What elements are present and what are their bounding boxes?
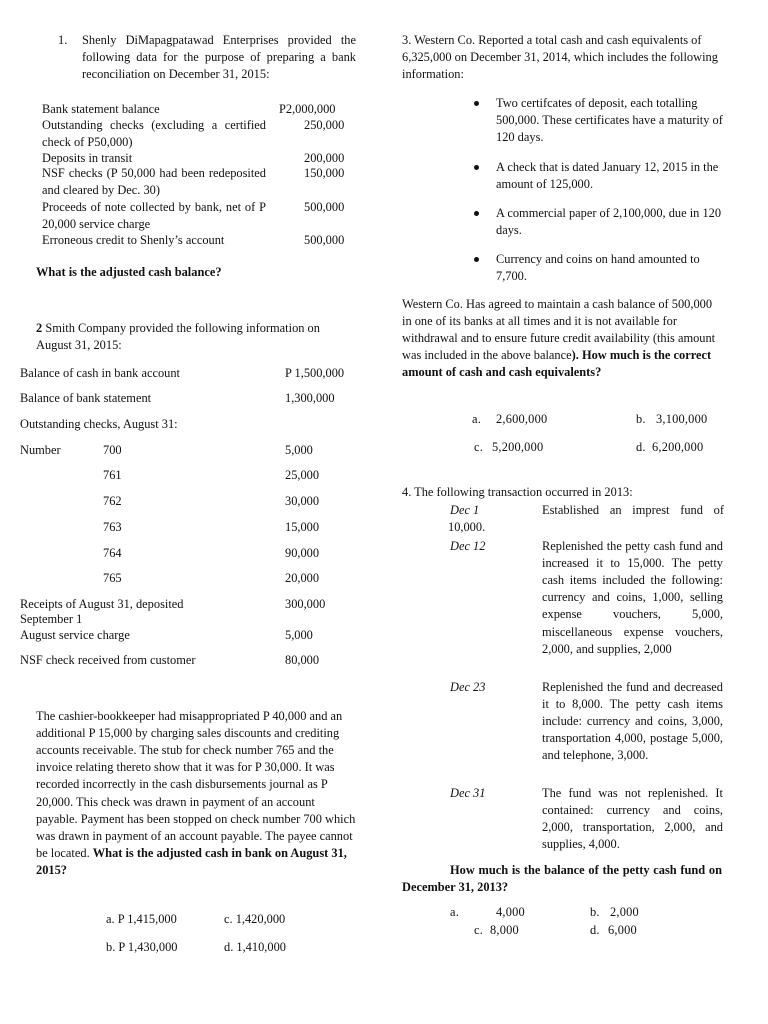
- q4-choice-c[interactable]: 8,000: [490, 923, 519, 937]
- q4-entry-text: Replenished the fund and decreased it to 8,000. The petty cash items include: currency and coins, 3,000, transportation 4,000, postage 5,000, and telephone, 3,000.: [542, 680, 723, 763]
- q4-choice-d[interactable]: 6,000: [608, 923, 637, 937]
- q2-check-number: 700: [103, 443, 122, 457]
- q4-choice-c-letter: c.: [474, 923, 483, 937]
- q2-receipts-label-2: September 1: [20, 612, 83, 626]
- q2-choice-c[interactable]: c. 1,420,000: [224, 912, 286, 926]
- q2-table: [20, 365, 360, 670]
- q2-paragraph-text: The cashier-bookkeeper had misappropriated P 40,000 and an additional P 15,000 by charging sales discounts and crediting accounts receivable. The stub for check number 765 and the invoice relating thereto show that it was for P 30,000. It was recorded incorrectly in the cash disbursements journal as P 20,000. This check was drawn in payment of an account payable. Payment has been stopped on check number 700 which was drawn in payment of an account payable. The payee cannot be located.: [36, 709, 356, 860]
- q2-checks-label: Number: [20, 443, 61, 457]
- q4-entry-date: Dec 1: [450, 503, 480, 517]
- q1-label: Bank statement balance: [42, 102, 160, 116]
- q4-question: How much is the balance of the petty cash fund on December 31, 2013?: [402, 863, 722, 895]
- q4-choice-a[interactable]: 4,000: [496, 905, 525, 919]
- q3-bullet-text: Two certifcates of deposit, each totalling 500,000. These certificates have a maturity of 120 days.: [496, 96, 723, 145]
- q2-check-amount: 5,000: [285, 443, 313, 457]
- q2-label: Balance of cash in bank account: [20, 366, 180, 380]
- bullet-icon: [474, 101, 479, 106]
- q2-check-amount: 90,000: [285, 546, 320, 560]
- q1-row: [42, 101, 352, 118]
- q3-bullet-item: [474, 251, 724, 285]
- q3-choices: [472, 411, 732, 456]
- q1-label: NSF checks (P 50,000 had been redeposited and cleared by Dec. 30): [42, 166, 266, 198]
- q1-table: [42, 101, 357, 251]
- q4-entry-text: The fund was not replenished. It contained: currency and coins, 2,000, transportation, 2,000, and supplies, 4,000.: [542, 786, 723, 852]
- q1-label: Deposits in transit: [42, 151, 133, 165]
- q3-choice-d-letter: d.: [636, 440, 646, 454]
- q3-bullet-text: Currency and coins on hand amounted to 7,700.: [496, 252, 700, 284]
- q4-choice-b-letter: b.: [590, 905, 600, 919]
- q4-entry-date: Dec 23: [450, 680, 486, 694]
- q2-service-amount: 5,000: [285, 628, 313, 642]
- q2-label: Balance of bank statement: [20, 391, 152, 405]
- q2-nsf-label: NSF check received from customer: [20, 653, 196, 667]
- q2-intro: [36, 320, 348, 354]
- q1-amount: 250,000: [304, 118, 345, 132]
- q3-bullet-item: [474, 159, 724, 193]
- bullet-icon: [474, 211, 479, 216]
- q2-receipts-label: Receipts of August 31, deposited: [20, 597, 184, 611]
- q2-receipts-amount: 300,000: [285, 597, 326, 611]
- q3-paragraph-text: Western Co. Has agreed to maintain a cash balance of 500,000 in one of its banks at all times and it is not available for withdrawal and to ensure future credit availability (this amount was included in the above balance: [402, 297, 716, 363]
- q4-entry-text: Established an imprest fund of 10,000.: [448, 503, 724, 535]
- q1-label: Erroneous credit to Shenly’s account: [42, 233, 225, 247]
- q3-choice-b[interactable]: 3,100,000: [656, 412, 708, 426]
- q1-amount: 500,000: [304, 233, 345, 247]
- q3-bullet-text: A commercial paper of 2,100,000, due in 120 days.: [496, 206, 722, 238]
- q2-question: What is the adjusted cash in bank on August 31, 2015?: [36, 845, 347, 877]
- q4-entry-date: Dec 31: [450, 786, 486, 800]
- q2-choice-b[interactable]: b. P 1,430,000: [106, 940, 178, 954]
- q1-amount: 150,000: [304, 166, 345, 180]
- q2-check-number: 763: [103, 520, 122, 534]
- q3-bullet-item: [474, 95, 724, 146]
- q3-choice-c-letter: c.: [474, 440, 483, 454]
- q1-number: 1.: [58, 33, 68, 47]
- q4-choices: [450, 904, 680, 944]
- q2-check-amount: 30,000: [285, 494, 320, 508]
- q2-label: Outstanding checks, August 31:: [20, 417, 178, 431]
- q3-bullet-item: [474, 205, 724, 239]
- q4-entries: [448, 502, 728, 852]
- q3-intro: 3. Western Co. Reported a total cash and cash equivalents of 6,325,000 on December 31, 2014, which includes the following information:: [402, 33, 718, 82]
- q2-intro-text: Smith Company provided the following information on August 31, 2015:: [36, 321, 320, 353]
- q3-choice-c[interactable]: 5,200,000: [492, 440, 544, 454]
- q2-amount: 1,300,000: [285, 391, 335, 405]
- q4-choice-d-letter: d.: [590, 923, 600, 937]
- q2-amount: P 1,500,000: [285, 366, 345, 380]
- q4-choice-b[interactable]: 2,000: [610, 905, 639, 919]
- q2-number: 2: [36, 321, 43, 335]
- q4-entry-date: Dec 12: [450, 539, 486, 553]
- q2-check-number: 761: [103, 468, 122, 482]
- q2-service-label: August service charge: [20, 628, 130, 642]
- q2-check-amount: 15,000: [285, 520, 320, 534]
- q1-amount: 500,000: [304, 200, 345, 214]
- q2-paragraph: [36, 708, 358, 879]
- q2-check-number: 762: [103, 494, 122, 508]
- bullet-icon: [474, 257, 479, 262]
- q1-label: Proceeds of note collected by bank, net of P 20,000 service charge: [42, 200, 266, 232]
- q1-intro: Shenly DiMapagpatawad Enterprises provided the following data for the purpose of preparing a bank reconciliation on December 31, 2015:: [82, 33, 356, 82]
- bullet-icon: [474, 165, 479, 170]
- q2-check-number: 764: [103, 546, 122, 560]
- q2-nsf-amount: 80,000: [285, 653, 320, 667]
- q3-choice-d[interactable]: 6,200,000: [652, 440, 704, 454]
- q4-entry-text: Replenished the petty cash fund and increased it to 15,000. The petty cash items included the following: currency and coins, 1,000, selling expense vouchers, 5,000, miscellaneous expense vouchers, 2,000, and supplies, 2,000: [542, 539, 723, 656]
- q2-choices: [106, 911, 366, 956]
- q2-check-amount: 20,000: [285, 571, 320, 585]
- q3-bullets: [474, 95, 724, 295]
- q1-question: What is the adjusted cash balance?: [36, 265, 222, 279]
- q3-choice-a-letter: a.: [472, 412, 481, 426]
- q4-intro: 4. The following transaction occurred in 2013:: [402, 485, 633, 499]
- q3-question: ). How much is the correct amount of cash and cash equivalents?: [402, 348, 712, 380]
- q1-amount: P2,000,000: [279, 102, 336, 116]
- q3-bullet-text: A check that is dated January 12, 2015 in the amount of 125,000.: [496, 160, 719, 192]
- q1-amount: 200,000: [304, 151, 345, 165]
- q2-choice-a[interactable]: a. P 1,415,000: [106, 912, 177, 926]
- q3-choice-a[interactable]: 2,600,000: [496, 412, 548, 426]
- q4-choice-a-letter: a.: [450, 905, 459, 919]
- q2-choice-d[interactable]: d. 1,410,000: [224, 940, 286, 954]
- q2-check-amount: 25,000: [285, 468, 320, 482]
- q1-label: Outstanding checks (excluding a certified check of P50,000): [42, 118, 266, 150]
- q3-choice-b-letter: b.: [636, 412, 646, 426]
- q2-check-number: 765: [103, 571, 122, 585]
- q3-paragraph: [402, 296, 716, 382]
